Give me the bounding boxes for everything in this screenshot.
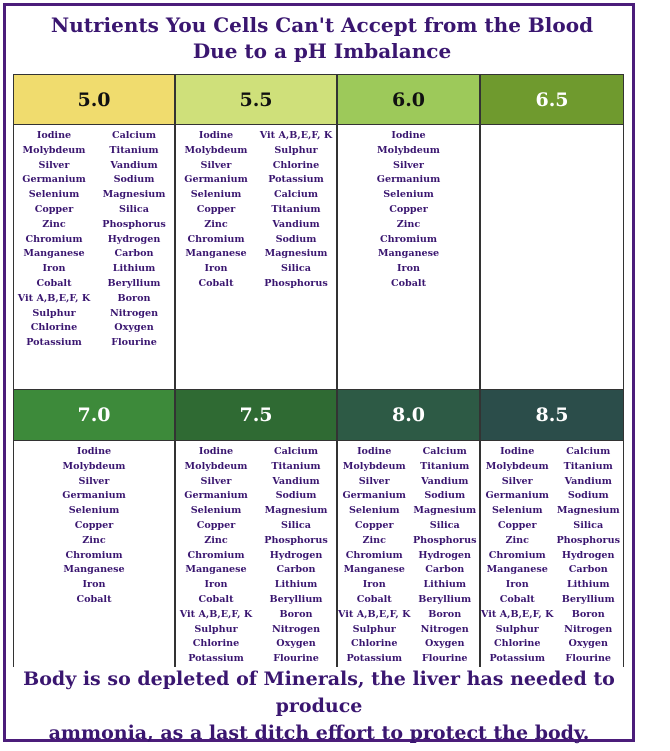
nutrient-item: Chromium: [380, 233, 437, 245]
nutrient-column: [94, 129, 174, 389]
nutrient-item: Vit A,B,E,F, K: [481, 608, 554, 620]
nutrient-item: Titanium: [271, 460, 321, 472]
nutrient-item: Silver: [78, 475, 110, 487]
nutrient-item: Calcium: [422, 446, 467, 457]
nutrient-column: [338, 445, 410, 667]
nutrient-item: Potassium: [489, 653, 546, 665]
nutrient-item: Carbon: [425, 564, 465, 576]
nutrient-item: Molybdeum: [342, 460, 406, 472]
nutrient-item: Cobalt: [499, 593, 535, 605]
nutrient-item: Molybdeum: [22, 144, 86, 156]
nutrient-item: Silver: [501, 475, 533, 487]
nutrient-item: Iron: [82, 579, 106, 591]
nutrient-item: Beryllium: [561, 593, 615, 605]
nutrient-item: Vandium: [564, 475, 612, 487]
nutrient-item: Vandium: [272, 475, 320, 487]
nutrient-item: Carbon: [114, 248, 154, 260]
nutrient-item: Silica: [573, 519, 604, 531]
nutrient-item: Beryllium: [269, 593, 323, 605]
nutrient-item: Potassium: [188, 653, 244, 665]
nutrient-item: Copper: [196, 519, 236, 531]
nutrient-item: Manganese: [377, 248, 440, 260]
nutrient-item: Chromium: [187, 549, 245, 561]
nutrient-item: Silica: [281, 519, 311, 531]
nutrient-item: Flourine: [421, 653, 468, 665]
nutrient-item: Selenium: [190, 189, 242, 201]
nutrient-item: Sulphur: [32, 307, 76, 319]
nutrient-item: Molybdeum: [62, 460, 126, 472]
nutrient-item: Zinc: [82, 534, 106, 546]
nutrient-column: [176, 129, 256, 389]
nutrient-item: Sodium: [275, 490, 317, 502]
nutrient-item: Silica: [119, 203, 149, 215]
nutrient-item: Beryllium: [418, 593, 472, 605]
nutrient-item: Flourine: [565, 653, 612, 665]
nutrient-item: Phosphorus: [264, 534, 328, 546]
nutrient-item: Potassium: [26, 337, 82, 349]
nutrient-cell-7-5: [175, 441, 337, 667]
nutrient-cell-5-5: [175, 125, 337, 389]
nutrient-item: Oxygen: [114, 322, 154, 334]
nutrient-item: Copper: [196, 203, 236, 215]
nutrient-cell-5-0: [13, 125, 175, 389]
footer-line-1: Body is so depleted of Minerals, the liver has needed to produce: [23, 668, 615, 717]
nutrient-item: Oxygen: [425, 638, 465, 650]
nutrient-column: [410, 445, 479, 667]
nutrient-item: Copper: [389, 203, 428, 215]
ph-header-8-0: 8.0: [337, 389, 480, 441]
nutrient-item: Iodine: [198, 446, 234, 457]
nutrient-item: Phosphorus: [264, 277, 328, 289]
nutrient-item: Cobalt: [76, 593, 112, 605]
nutrient-item: Chromium: [25, 233, 83, 245]
nutrient-item: Titanium: [420, 460, 470, 472]
nutrient-item: Zinc: [396, 218, 421, 230]
nutrient-item: Manganese: [185, 564, 247, 576]
nutrient-item: Silica: [281, 263, 311, 275]
nutrient-item: Silver: [200, 159, 232, 171]
nutrient-item: Lithium: [112, 263, 156, 275]
nutrient-item: Iodine: [36, 130, 72, 141]
nutrient-item: Iron: [204, 263, 228, 275]
nutrient-item: Magnesium: [102, 189, 166, 201]
nutrient-item: Copper: [354, 519, 394, 531]
nutrient-item: Sulphur: [352, 623, 396, 635]
nutrient-cell-8-5: [480, 441, 624, 667]
nutrient-item: Lithium: [566, 579, 610, 591]
footer-line-2: ammonia, as a last ditch effort to protect the body.: [48, 722, 590, 744]
nutrient-item: Calcium: [111, 130, 157, 141]
nutrient-item: Cobalt: [356, 593, 392, 605]
nutrient-item: Selenium: [190, 505, 242, 517]
nutrient-column: [338, 129, 479, 389]
nutrient-item: Selenium: [68, 505, 120, 517]
nutrient-item: Boron: [117, 292, 151, 304]
nutrient-item: Sulphur: [194, 623, 238, 635]
nutrient-item: Germanium: [184, 174, 248, 186]
title-line-2: Due to a pH Imbalance: [192, 39, 452, 63]
nutrient-column: [14, 445, 174, 667]
nutrient-item: Iodine: [357, 446, 392, 457]
nutrient-item: Manganese: [185, 248, 247, 260]
nutrient-item: Chlorine: [351, 638, 398, 650]
nutrient-item: Iron: [204, 579, 228, 591]
nutrient-item: Beryllium: [107, 277, 161, 289]
bottom-body-row: [13, 441, 624, 667]
nutrient-item: Sulphur: [495, 623, 539, 635]
nutrient-item: Germanium: [376, 174, 441, 186]
nutrient-item: Potassium: [346, 653, 403, 665]
nutrient-item: Magnesium: [264, 248, 328, 260]
nutrient-item: Cobalt: [198, 277, 234, 289]
nutrient-item: Molybdeum: [485, 460, 549, 472]
nutrient-item: Vandium: [110, 159, 158, 171]
nutrient-item: Magnesium: [556, 505, 620, 517]
nutrient-item: Germanium: [485, 490, 549, 502]
nutrient-item: Germanium: [342, 490, 406, 502]
nutrient-cell-8-0: [337, 441, 480, 667]
nutrient-item: Chlorine: [494, 638, 541, 650]
nutrient-item: Hydrogen: [561, 549, 615, 561]
nutrient-item: Iron: [505, 579, 529, 591]
nutrient-item: Manganese: [63, 564, 125, 576]
nutrient-item: Nitrogen: [271, 623, 321, 635]
nutrient-item: Oxygen: [276, 638, 316, 650]
nutrient-item: Nitrogen: [564, 623, 613, 635]
nutrient-item: Silver: [38, 159, 70, 171]
nutrient-item: Cobalt: [390, 277, 427, 289]
ph-header-7-5: 7.5: [175, 389, 337, 441]
nutrient-item: Chromium: [488, 549, 546, 561]
nutrient-item: Selenium: [348, 505, 400, 517]
nutrient-item: Chromium: [345, 549, 403, 561]
nutrient-item: Cobalt: [198, 593, 234, 605]
nutrient-item: Chlorine: [192, 638, 240, 650]
nutrient-item: Nitrogen: [109, 307, 159, 319]
nutrient-item: Calcium: [566, 446, 611, 457]
page-title: [6, 12, 638, 64]
nutrient-item: Flourine: [273, 653, 319, 665]
nutrient-item: Iodine: [198, 130, 234, 141]
nutrient-item: Nitrogen: [420, 623, 469, 635]
nutrient-item: Copper: [74, 519, 114, 531]
nutrient-item: Phosphorus: [556, 534, 620, 546]
nutrient-item: Sodium: [113, 174, 155, 186]
top-header-row: [13, 74, 624, 125]
nutrient-item: Copper: [34, 203, 74, 215]
nutrient-item: Boron: [571, 608, 605, 620]
nutrient-item: Manganese: [23, 248, 85, 260]
nutrient-item: Vandium: [421, 475, 469, 487]
nutrient-item: Vit A,B,E,F, K: [17, 292, 91, 304]
nutrient-item: Manganese: [486, 564, 548, 576]
ph-table: [13, 74, 624, 667]
nutrient-cell-6-0: [337, 125, 480, 389]
nutrient-item: Chlorine: [30, 322, 78, 334]
nutrient-item: Titanium: [563, 460, 613, 472]
nutrient-item: Zinc: [362, 534, 386, 546]
top-body-row: [13, 125, 624, 389]
nutrient-cell-6-5: [480, 125, 624, 389]
nutrient-item: Selenium: [383, 189, 434, 201]
nutrient-item: Iodine: [391, 130, 426, 141]
nutrient-item: Chromium: [65, 549, 123, 561]
ph-header-7-0: 7.0: [13, 389, 175, 441]
nutrient-item: Zinc: [505, 534, 529, 546]
nutrient-item: Titanium: [109, 144, 159, 156]
nutrient-column: [256, 445, 336, 667]
nutrient-item: Vandium: [272, 218, 320, 230]
nutrient-item: Iodine: [76, 446, 112, 457]
nutrient-item: Hydrogen: [269, 549, 323, 561]
nutrient-item: Hydrogen: [418, 549, 472, 561]
nutrient-item: Boron: [428, 608, 462, 620]
nutrient-column: [176, 445, 256, 667]
nutrient-column: [481, 445, 553, 667]
nutrient-item: Zinc: [204, 218, 228, 230]
bottom-header-row: [13, 389, 624, 441]
nutrient-item: Flourine: [111, 337, 157, 349]
ph-header-6-0: 6.0: [337, 74, 480, 125]
nutrient-item: Sodium: [424, 490, 466, 502]
ph-header-5-0: 5.0: [13, 74, 175, 125]
nutrient-item: Lithium: [274, 579, 318, 591]
nutrient-item: Selenium: [491, 505, 543, 517]
nutrient-item: Silica: [429, 519, 460, 531]
nutrient-item: Titanium: [271, 203, 321, 215]
nutrient-item: Sulphur: [274, 144, 318, 156]
nutrient-item: Calcium: [273, 189, 319, 201]
nutrient-item: Chlorine: [272, 159, 320, 171]
nutrient-item: Calcium: [273, 446, 319, 457]
nutrient-item: Sodium: [567, 490, 609, 502]
nutrient-item: Copper: [497, 519, 537, 531]
nutrient-item: Sodium: [275, 233, 317, 245]
nutrient-item: Iron: [42, 263, 66, 275]
nutrient-item: Germanium: [22, 174, 86, 186]
nutrient-item: Molybdeum: [184, 460, 248, 472]
nutrient-item: Silver: [393, 159, 424, 171]
nutrient-item: Germanium: [62, 490, 126, 502]
nutrient-item: Magnesium: [413, 505, 477, 517]
nutrient-item: Iron: [362, 579, 386, 591]
nutrient-item: Silver: [358, 475, 390, 487]
nutrient-item: Hydrogen: [107, 233, 161, 245]
nutrient-item: Carbon: [276, 564, 316, 576]
footer-note: [6, 666, 632, 747]
nutrient-item: Cobalt: [36, 277, 72, 289]
nutrient-item: Vit A,B,E,F, K: [179, 608, 253, 620]
nutrient-item: Silver: [200, 475, 232, 487]
nutrient-item: Phosphorus: [102, 218, 166, 230]
nutrient-item: Vit A,B,E,F, K: [259, 130, 333, 141]
nutrient-item: Molybdeum: [377, 144, 440, 156]
nutrient-item: Vit A,B,E,F, K: [338, 608, 411, 620]
nutrient-item: Germanium: [184, 490, 248, 502]
nutrient-item: Manganese: [343, 564, 405, 576]
nutrient-item: Lithium: [423, 579, 467, 591]
title-line-1: Nutrients You Cells Can't Accept from the Blood: [50, 13, 594, 37]
ph-header-8-5: 8.5: [480, 389, 624, 441]
nutrient-item: Chromium: [187, 233, 245, 245]
nutrient-item: Molybdeum: [184, 144, 248, 156]
nutrient-item: Iron: [397, 263, 420, 275]
nutrient-column: [553, 445, 623, 667]
nutrient-item: Phosphorus: [412, 534, 477, 546]
nutrient-column: [14, 129, 94, 389]
nutrient-item: Magnesium: [264, 505, 328, 517]
nutrient-item: Zinc: [204, 534, 228, 546]
nutrient-item: Iodine: [500, 446, 535, 457]
ph-header-6-5: 6.5: [480, 74, 624, 125]
nutrient-cell-7-0: [13, 441, 175, 667]
ph-header-5-5: 5.5: [175, 74, 337, 125]
nutrient-item: Zinc: [42, 218, 66, 230]
nutrient-column: [256, 129, 336, 389]
nutrient-item: Oxygen: [568, 638, 608, 650]
nutrient-item: Boron: [279, 608, 313, 620]
nutrient-item: Selenium: [28, 189, 80, 201]
nutrient-item: Potassium: [268, 174, 324, 186]
nutrient-item: Carbon: [568, 564, 608, 576]
